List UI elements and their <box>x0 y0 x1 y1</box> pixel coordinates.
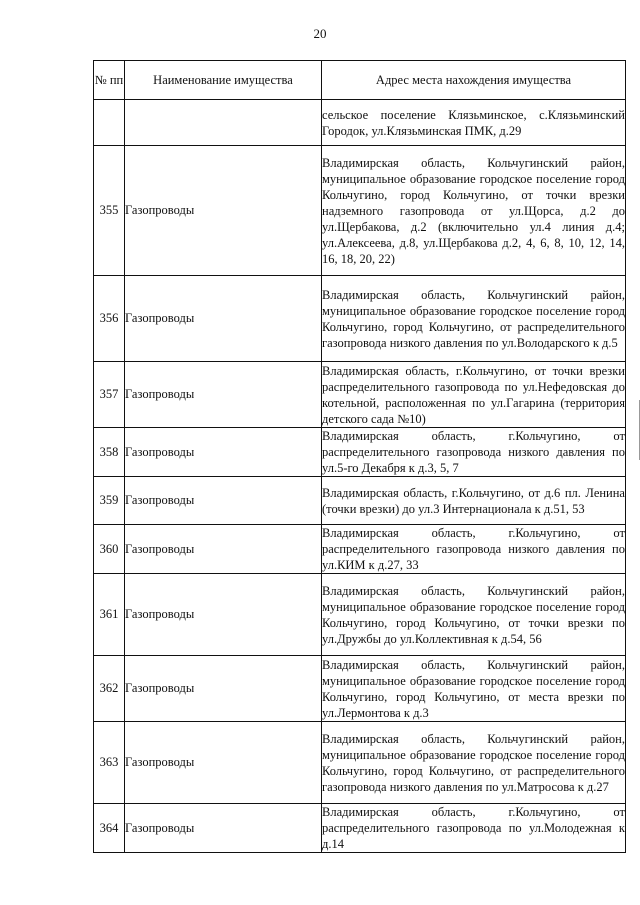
row-name: Газопроводы <box>125 276 322 362</box>
row-name: Газопроводы <box>125 428 322 477</box>
row-name: Газопроводы <box>125 656 322 722</box>
row-name: Газопроводы <box>125 804 322 853</box>
row-num: 363 <box>94 722 125 804</box>
row-num: 362 <box>94 656 125 722</box>
table-row <box>94 656 626 722</box>
row-address: Владимирская область, Кольчугинский район, муниципальное образование городское поселение город Кольчугино, город Кольчугино, от распределительного газопровода низкого давления по ул.Володарского к д.5 <box>322 276 626 362</box>
row-address: Владимирская область, г.Кольчугино, от распределительного газопровода по ул.Молодежная к д.14 <box>322 805 625 851</box>
row-name: Газопроводы <box>125 722 322 804</box>
row-address: Владимирская область, г.Кольчугино, от д.6 пл. Ленина (точки врезки) до ул.3 Интернационала к д.51, 53 <box>322 477 626 525</box>
row-address: Владимирская область, г.Кольчугино, от распределительного газопровода низкого давления по ул.5-го Декабря к д.3, 5, 7 <box>322 429 625 475</box>
row-num: 355 <box>94 146 125 276</box>
row-num: 360 <box>94 525 125 574</box>
row-name: Газопроводы <box>125 477 322 525</box>
row-name <box>125 100 322 146</box>
table-row <box>94 574 626 656</box>
row-address: Владимирская область, г.Кольчугино, от точки врезки распределительного газопровода по ул.Нефедовская до котельной, расположенная по ул.Гагарина (территория детского сада №10) <box>322 363 625 426</box>
table-row <box>94 477 626 525</box>
row-num: 358 <box>94 428 125 477</box>
row-name: Газопроводы <box>125 362 322 428</box>
table-row <box>94 362 626 428</box>
table-row <box>94 276 626 362</box>
property-table <box>93 60 626 853</box>
row-address: Владимирская область, Кольчугинский район, муниципальное образование городское поселение город Кольчугино, город Кольчугино, от точки врезки надземного газопровода от ул.Щорса, д.2 до ул.Щербакова, д.2 (включительно ул.4 линия д.4; ул.Алексеева, д.8, ул.Щербакова д.2, 4, 6, 8, 10, 12, 14, 16, 18, 20, 22) <box>322 146 626 276</box>
table-row <box>94 428 626 477</box>
table-row <box>94 146 626 276</box>
row-address: Владимирская область, г.Кольчугино, от распределительного газопровода низкого давления по ул.КИМ к д.27, 33 <box>322 526 625 572</box>
row-address: сельское поселение Клязьминское, с.Клязьминский Городок, ул.Клязьминская ПМК, д.29 <box>322 100 626 146</box>
row-name: Газопроводы <box>125 525 322 574</box>
row-name: Газопроводы <box>125 574 322 656</box>
table-row <box>94 525 626 574</box>
row-address: Владимирская область, Кольчугинский район, муниципальное образование городское поселение город Кольчугино, город Кольчугино, от распределительного газопровода низкого давления по ул.Матросова к д.27 <box>322 722 626 804</box>
row-num: 356 <box>94 276 125 362</box>
row-num: 361 <box>94 574 125 656</box>
table-row <box>94 100 626 146</box>
page-number: 20 <box>313 26 327 41</box>
row-num <box>94 100 125 146</box>
table-header-row <box>94 61 626 100</box>
row-num: 359 <box>94 477 125 525</box>
table-row <box>94 722 626 804</box>
table-row <box>94 804 626 853</box>
row-address: Владимирская область, Кольчугинский район, муниципальное образование городское поселение город Кольчугино, город Кольчугино, от места врезки по ул.Лермонтова к д.3 <box>322 657 625 720</box>
header-num: № пп <box>94 61 125 100</box>
row-name: Газопроводы <box>125 146 322 276</box>
row-num: 357 <box>94 362 125 428</box>
row-num: 364 <box>94 804 125 853</box>
header-address: Адрес места нахождения имущества <box>322 61 626 100</box>
header-name: Наименование имущества <box>125 61 322 100</box>
row-address: Владимирская область, Кольчугинский район, муниципальное образование городское поселение город Кольчугино, город Кольчугино, от точки врезки по ул.Дружбы до ул.Коллективная к д.54, 56 <box>322 574 626 656</box>
